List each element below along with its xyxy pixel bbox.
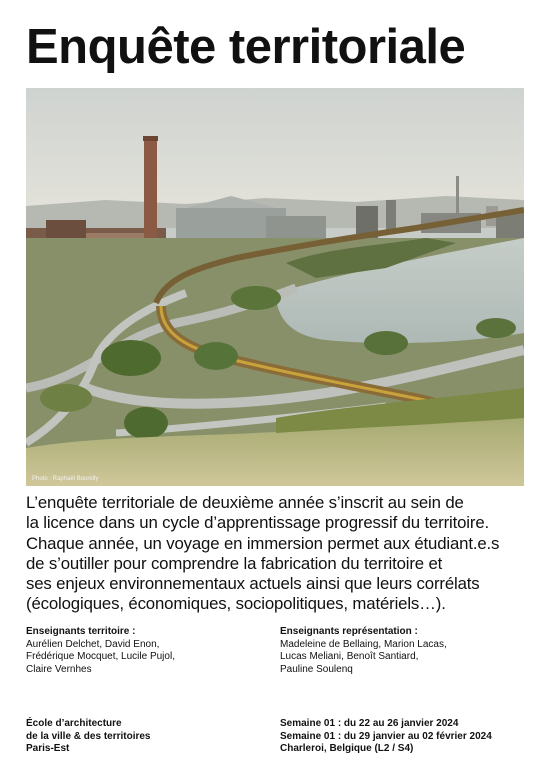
date-line: Charleroi, Belgique (L2 / S4) [280, 743, 414, 754]
intro-line: ses enjeux environnementaux actuels ainsi que leurs corrélats [26, 574, 480, 594]
teachers-representation-line: Pauline Soulenq [280, 663, 353, 675]
page-title: Enquête territoriale [26, 20, 466, 74]
intro-line: L’enquête territoriale de deuxième année s’inscrit au sein de [26, 493, 464, 512]
school-name [26, 718, 151, 756]
intro-paragraph [26, 493, 531, 615]
teachers-representation-line: Lucas Meliani, Benoît Santiard, [280, 651, 419, 662]
school-line: de la ville & des territoires [26, 730, 151, 742]
school-line: Paris-Est [26, 743, 70, 754]
teachers-territory [26, 626, 175, 676]
teachers-territory-line: Claire Vernhes [26, 663, 92, 675]
intro-line: (écologiques, économiques, sociopolitiques, matériels…). [26, 594, 446, 614]
photo-credit: Photo : Raphaël Bourelly [32, 476, 99, 482]
intro-line: de s’outiller pour comprendre la fabrication du territoire et [26, 553, 443, 573]
teachers-territory-heading: Enseignants territoire : [26, 626, 136, 637]
teachers-representation [280, 626, 447, 676]
teachers-representation-heading: Enseignants représentation : [280, 626, 418, 637]
intro-line: la licence dans un cycle d’apprentissage progressif du territoire. [26, 513, 490, 533]
industrial-landscape-image [26, 88, 524, 486]
intro-line: Chaque année, un voyage en immersion permet aux étudiant.e.s [26, 533, 500, 553]
school-line: École d’architecture [26, 718, 122, 729]
landscape-photo [26, 88, 524, 486]
date-line: Semaine 01 : du 22 au 26 janvier 2024 [280, 718, 459, 729]
trip-dates [280, 718, 492, 756]
teachers-representation-line: Madeleine de Bellaing, Marion Lacas, [280, 638, 447, 650]
teachers-territory-line: Frédérique Mocquet, Lucile Pujol, [26, 651, 175, 662]
teachers-territory-line: Aurélien Delchet, David Enon, [26, 638, 160, 650]
date-line: Semaine 01 : du 29 janvier au 02 février 2024 [280, 730, 492, 742]
